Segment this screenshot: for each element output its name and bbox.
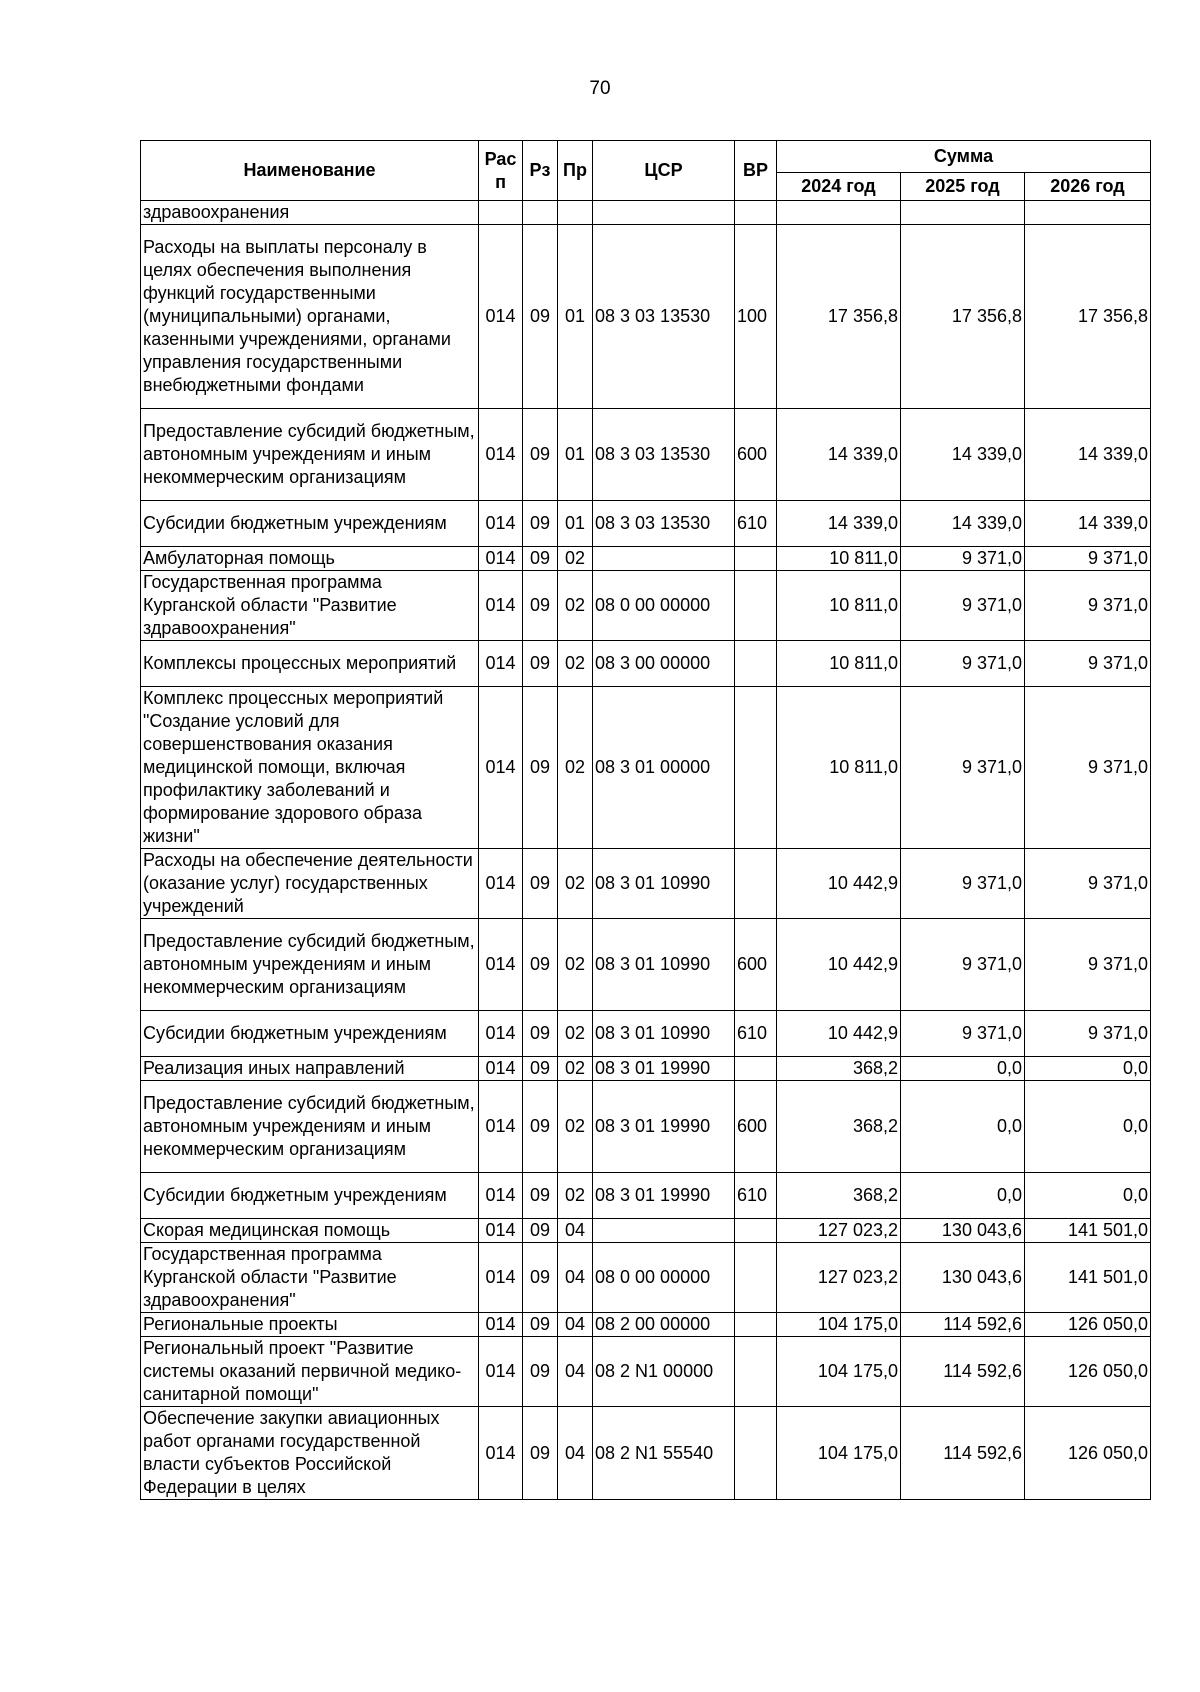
cell-rz: 09 [523,225,558,409]
cell-vr [735,1407,777,1500]
cell-rz: 09 [523,849,558,919]
cell-name: Субсидии бюджетным учреждениям [141,1173,479,1219]
cell-2025: 14 339,0 [901,409,1025,501]
cell-rasp: 014 [479,1313,523,1337]
cell-rasp: 014 [479,571,523,641]
cell-csr: 08 3 01 10990 [593,1011,735,1057]
cell-pr: 02 [558,641,593,687]
cell-rasp: 014 [479,1081,523,1173]
table-row [141,687,1151,849]
cell-2024: 368,2 [777,1081,901,1173]
cell-name: Комплекс процессных мероприятий "Создание условий для совершенствования оказания медицинской помощи, включая профилактику заболеваний и формирование здорового образа жизни" [141,687,479,849]
cell-pr: 02 [558,1011,593,1057]
cell-rasp: 014 [479,641,523,687]
cell-2025: 130 043,6 [901,1243,1025,1313]
cell-pr: 04 [558,1243,593,1313]
cell-2026: 0,0 [1025,1081,1151,1173]
cell-2026: 14 339,0 [1025,409,1151,501]
cell-vr [735,1057,777,1081]
table-row [141,1219,1151,1243]
cell-2024: 17 356,8 [777,225,901,409]
cell-rasp: 014 [479,1173,523,1219]
cell-rasp: 014 [479,1243,523,1313]
cell-name: Предоставление субсидий бюджетным, автономным учреждениям и иным некоммерческим организациям [141,409,479,501]
cell-2026: 9 371,0 [1025,1011,1151,1057]
cell-2024: 14 339,0 [777,501,901,547]
cell-2025: 114 592,6 [901,1337,1025,1407]
cell-2025: 9 371,0 [901,919,1025,1011]
cell-rz: 09 [523,687,558,849]
table-row [141,1337,1151,1407]
cell-2026: 9 371,0 [1025,849,1151,919]
cell-pr: 02 [558,919,593,1011]
cell-2024: 127 023,2 [777,1219,901,1243]
cell-pr: 04 [558,1337,593,1407]
cell-2024: 14 339,0 [777,409,901,501]
cell-rasp: 014 [479,1219,523,1243]
header-2024: 2024 год [777,173,901,201]
cell-2025: 9 371,0 [901,849,1025,919]
cell-rasp [479,201,523,225]
cell-2025: 114 592,6 [901,1407,1025,1500]
table-row [141,1011,1151,1057]
cell-rz: 09 [523,1219,558,1243]
cell-2024: 10 442,9 [777,849,901,919]
cell-vr: 600 [735,1081,777,1173]
table-row [141,1057,1151,1081]
cell-2024: 368,2 [777,1173,901,1219]
cell-csr: 08 2 N1 55540 [593,1407,735,1500]
cell-rz: 09 [523,1337,558,1407]
table-body [141,201,1151,1500]
table-row [141,1243,1151,1313]
cell-2026: 9 371,0 [1025,919,1151,1011]
cell-vr [735,641,777,687]
cell-rz: 09 [523,501,558,547]
cell-vr: 600 [735,919,777,1011]
cell-2024: 127 023,2 [777,1243,901,1313]
header-sum: Сумма [777,141,1151,173]
cell-2026: 141 501,0 [1025,1219,1151,1243]
cell-name: Предоставление субсидий бюджетным, автономным учреждениям и иным некоммерческим организациям [141,919,479,1011]
cell-name: Расходы на выплаты персоналу в целях обеспечения выполнения функций государственными (муниципальными) органами, казенными учреждениями, органами управления государственными внебюджетными фондами [141,225,479,409]
table-row [141,641,1151,687]
cell-csr: 08 3 01 19990 [593,1057,735,1081]
cell-2024: 104 175,0 [777,1337,901,1407]
cell-2024: 10 811,0 [777,547,901,571]
cell-pr: 02 [558,1057,593,1081]
cell-rasp: 014 [479,1407,523,1500]
cell-rz: 09 [523,1313,558,1337]
cell-name: Государственная программа Курганской области "Развитие здравоохранения" [141,571,479,641]
cell-2026: 9 371,0 [1025,547,1151,571]
cell-rz: 09 [523,409,558,501]
cell-name: Региональные проекты [141,1313,479,1337]
cell-name: Государственная программа Курганской области "Развитие здравоохранения" [141,1243,479,1313]
cell-csr: 08 3 03 13530 [593,501,735,547]
cell-2026: 0,0 [1025,1057,1151,1081]
cell-csr: 08 3 01 00000 [593,687,735,849]
cell-pr: 04 [558,1407,593,1500]
cell-vr [735,547,777,571]
cell-pr: 02 [558,849,593,919]
table-row [141,1173,1151,1219]
cell-2024: 104 175,0 [777,1407,901,1500]
cell-2026: 17 356,8 [1025,225,1151,409]
header-pr: Пр [558,141,593,201]
cell-name: здравоохранения [141,201,479,225]
cell-rz: 09 [523,1011,558,1057]
cell-pr: 04 [558,1219,593,1243]
table-row [141,571,1151,641]
cell-name: Региональный проект "Развитие системы оказаний первичной медико-санитарной помощи" [141,1337,479,1407]
page-number: 70 [589,78,611,99]
cell-2024: 10 811,0 [777,687,901,849]
cell-rasp: 014 [479,849,523,919]
cell-pr: 04 [558,1313,593,1337]
cell-pr: 02 [558,1173,593,1219]
table-row [141,409,1151,501]
cell-csr [593,547,735,571]
cell-name: Реализация иных направлений [141,1057,479,1081]
header-2025: 2025 год [901,173,1025,201]
cell-2024: 10 811,0 [777,641,901,687]
cell-2026 [1025,201,1151,225]
cell-2026: 141 501,0 [1025,1243,1151,1313]
cell-vr [735,687,777,849]
table-row [141,849,1151,919]
cell-pr: 01 [558,501,593,547]
cell-name: Скорая медицинская помощь [141,1219,479,1243]
cell-name: Субсидии бюджетным учреждениям [141,1011,479,1057]
cell-2025 [901,201,1025,225]
header-rasp: Рас п [479,141,523,201]
cell-rasp: 014 [479,225,523,409]
cell-vr [735,1337,777,1407]
header-2026: 2026 год [1025,173,1151,201]
cell-csr: 08 3 03 13530 [593,409,735,501]
cell-pr: 01 [558,225,593,409]
cell-csr: 08 3 03 13530 [593,225,735,409]
cell-vr [735,1243,777,1313]
cell-csr: 08 3 01 10990 [593,849,735,919]
table-row [141,1313,1151,1337]
header-name: Наименование [141,141,479,201]
cell-pr: 02 [558,571,593,641]
cell-csr: 08 3 00 00000 [593,641,735,687]
cell-vr [735,571,777,641]
cell-vr: 600 [735,409,777,501]
cell-2026: 126 050,0 [1025,1337,1151,1407]
cell-rasp: 014 [479,547,523,571]
cell-rz: 09 [523,547,558,571]
cell-rasp: 014 [479,687,523,849]
cell-csr: 08 3 01 19990 [593,1173,735,1219]
table-row [141,547,1151,571]
cell-2024: 10 442,9 [777,1011,901,1057]
cell-name: Обеспечение закупки авиационных работ органами государственной власти субъектов Российской Федерации в целях [141,1407,479,1500]
cell-csr [593,201,735,225]
cell-pr: 02 [558,547,593,571]
cell-2026: 126 050,0 [1025,1313,1151,1337]
budget-table [140,140,1151,1500]
cell-vr: 610 [735,1011,777,1057]
cell-name: Расходы на обеспечение деятельности (оказание услуг) государственных учреждений [141,849,479,919]
table-row [141,201,1151,225]
cell-rasp: 014 [479,919,523,1011]
cell-2025: 9 371,0 [901,547,1025,571]
cell-2025: 9 371,0 [901,641,1025,687]
table-row [141,501,1151,547]
cell-vr: 610 [735,1173,777,1219]
cell-pr [558,201,593,225]
cell-2026: 0,0 [1025,1173,1151,1219]
cell-rz: 09 [523,641,558,687]
cell-rz: 09 [523,1173,558,1219]
cell-2024: 10 811,0 [777,571,901,641]
cell-rz: 09 [523,1057,558,1081]
cell-2025: 130 043,6 [901,1219,1025,1243]
cell-name: Предоставление субсидий бюджетным, автономным учреждениям и иным некоммерческим организациям [141,1081,479,1173]
cell-2025: 0,0 [901,1173,1025,1219]
cell-csr: 08 0 00 00000 [593,571,735,641]
cell-2025: 17 356,8 [901,225,1025,409]
cell-2026: 126 050,0 [1025,1407,1151,1500]
cell-2024: 104 175,0 [777,1313,901,1337]
cell-vr: 610 [735,501,777,547]
cell-rasp: 014 [479,409,523,501]
cell-2024: 368,2 [777,1057,901,1081]
cell-2025: 9 371,0 [901,687,1025,849]
cell-vr [735,1219,777,1243]
cell-vr [735,201,777,225]
cell-rasp: 014 [479,1057,523,1081]
cell-csr [593,1219,735,1243]
cell-2024: 10 442,9 [777,919,901,1011]
cell-vr [735,1313,777,1337]
cell-2025: 9 371,0 [901,571,1025,641]
cell-rasp: 014 [479,1011,523,1057]
cell-csr: 08 2 00 00000 [593,1313,735,1337]
cell-name: Амбулаторная помощь [141,547,479,571]
cell-name: Комплексы процессных мероприятий [141,641,479,687]
cell-rasp: 014 [479,1337,523,1407]
cell-2025: 14 339,0 [901,501,1025,547]
cell-csr: 08 3 01 10990 [593,919,735,1011]
cell-2026: 14 339,0 [1025,501,1151,547]
cell-2025: 114 592,6 [901,1313,1025,1337]
cell-rz: 09 [523,919,558,1011]
cell-name: Субсидии бюджетным учреждениям [141,501,479,547]
table-row [141,1407,1151,1500]
cell-2025: 0,0 [901,1081,1025,1173]
cell-2025: 0,0 [901,1057,1025,1081]
cell-csr: 08 0 00 00000 [593,1243,735,1313]
table-row [141,1081,1151,1173]
cell-csr: 08 2 N1 00000 [593,1337,735,1407]
header-vr: ВР [735,141,777,201]
cell-rz: 09 [523,1243,558,1313]
cell-2026: 9 371,0 [1025,687,1151,849]
table-row [141,225,1151,409]
cell-pr: 02 [558,1081,593,1173]
cell-2026: 9 371,0 [1025,571,1151,641]
cell-2025: 9 371,0 [901,1011,1025,1057]
cell-rasp: 014 [479,501,523,547]
cell-rz [523,201,558,225]
table-row [141,919,1151,1011]
cell-2026: 9 371,0 [1025,641,1151,687]
cell-rz: 09 [523,1081,558,1173]
cell-pr: 02 [558,687,593,849]
cell-rz: 09 [523,1407,558,1500]
header-rz: Рз [523,141,558,201]
cell-rz: 09 [523,571,558,641]
cell-vr [735,849,777,919]
cell-2024 [777,201,901,225]
cell-vr: 100 [735,225,777,409]
header-csr: ЦСР [593,141,735,201]
cell-csr: 08 3 01 19990 [593,1081,735,1173]
cell-pr: 01 [558,409,593,501]
